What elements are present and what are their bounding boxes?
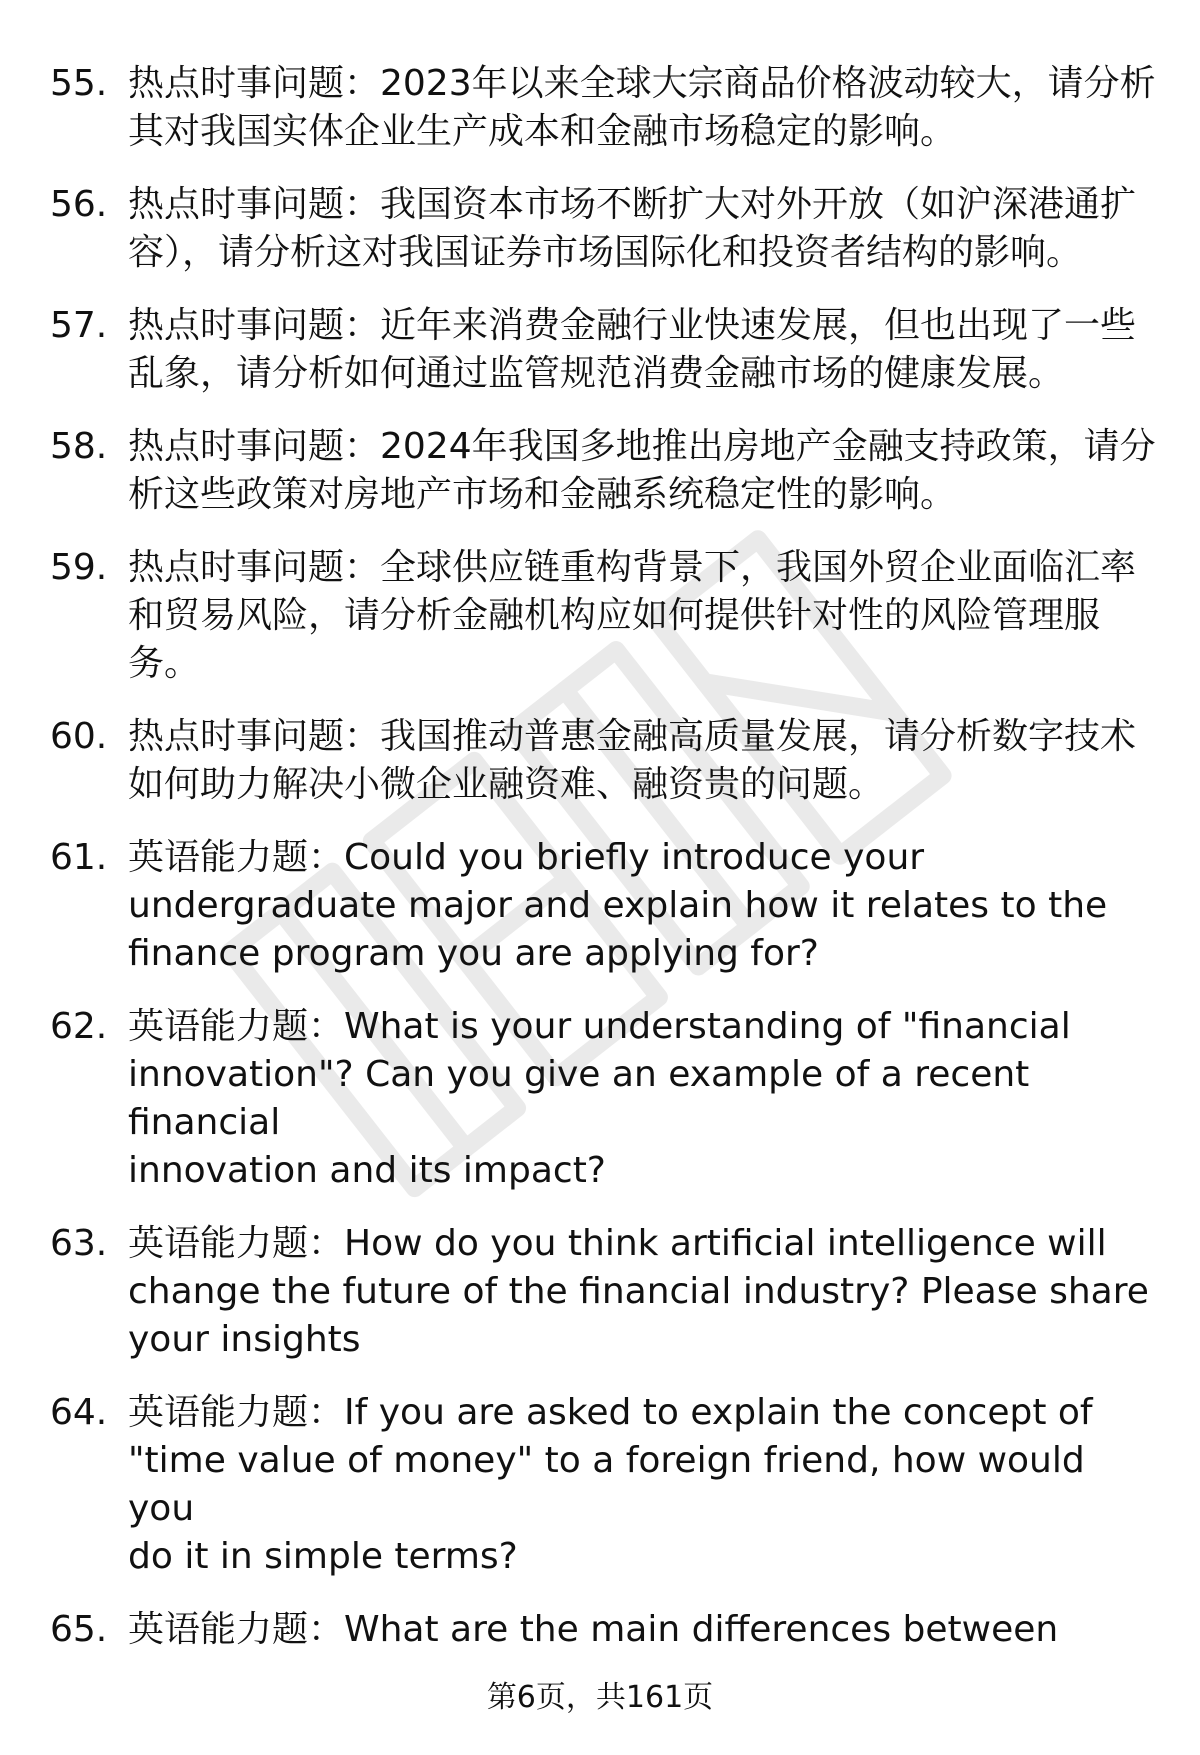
question-number: 55.: [50, 63, 108, 104]
question-item: [50, 1220, 1160, 1364]
question-item: [50, 60, 1160, 156]
page-indicator: 第6页，共161页: [486, 1680, 714, 1715]
question-item: [50, 1003, 1160, 1195]
question-item: [50, 713, 1160, 809]
question-number: 59.: [50, 547, 108, 588]
question-text: 英语能力题：If you are asked to explain the concept of "time value of money" to a foreign friend, how would you do it in simple terms?: [128, 1392, 1093, 1577]
question-number: 62.: [50, 1006, 108, 1047]
question-number: 65.: [50, 1609, 108, 1650]
question-number: 61.: [50, 837, 108, 878]
question-text: 热点时事问题：我国资本市场不断扩大对外开放（如沪深港通扩 容），请分析这对我国证券市场国际化和投资者结构的影响。: [128, 184, 1137, 273]
question-text: 英语能力题：Could you briefly introduce your undergraduate major and explain how it relates to the finance program you are applying for?: [128, 837, 1108, 974]
question-item: [50, 834, 1160, 978]
question-text: 热点时事问题：全球供应链重构背景下，我国外贸企业面临汇率 和贸易风险，请分析金融机构应如何提供针对性的风险管理服 务。: [128, 547, 1137, 684]
question-item: [50, 1389, 1160, 1581]
question-item: [50, 544, 1160, 688]
question-item: [50, 181, 1160, 277]
question-number: 57.: [50, 305, 108, 346]
question-text: 热点时事问题：我国推动普惠金融高质量发展，请分析数字技术 如何助力解决小微企业融资难、融资贵的问题。: [128, 716, 1137, 805]
question-item: [50, 302, 1160, 398]
question-text: 热点时事问题：2023年以来全球大宗商品价格波动较大，请分析 其对我国实体企业生产成本和金融市场稳定的影响。: [128, 63, 1156, 152]
question-item: [50, 423, 1160, 519]
question-list: [50, 60, 1160, 1679]
question-item: [50, 1606, 1160, 1654]
question-text: 热点时事问题：2024年我国多地推出房地产金融支持政策，请分 析这些政策对房地产市场和金融系统稳定性的影响。: [128, 426, 1156, 515]
question-text: 英语能力题：What is your understanding of "financial innovation"? Can you give an example of a recent financial innovation and its impact?: [128, 1006, 1071, 1191]
question-text: 热点时事问题：近年来消费金融行业快速发展，但也出现了一些 乱象，请分析如何通过监管规范消费金融市场的健康发展。: [128, 305, 1137, 394]
question-number: 58.: [50, 426, 108, 467]
question-number: 63.: [50, 1223, 108, 1264]
question-text: 英语能力题：How do you think artificial intelligence will change the future of the financial industry? Please share your insights: [128, 1223, 1149, 1360]
question-number: 60.: [50, 716, 108, 757]
question-number: 56.: [50, 184, 108, 225]
question-number: 64.: [50, 1392, 108, 1433]
question-text: 英语能力题：What are the main differences between: [128, 1609, 1059, 1650]
